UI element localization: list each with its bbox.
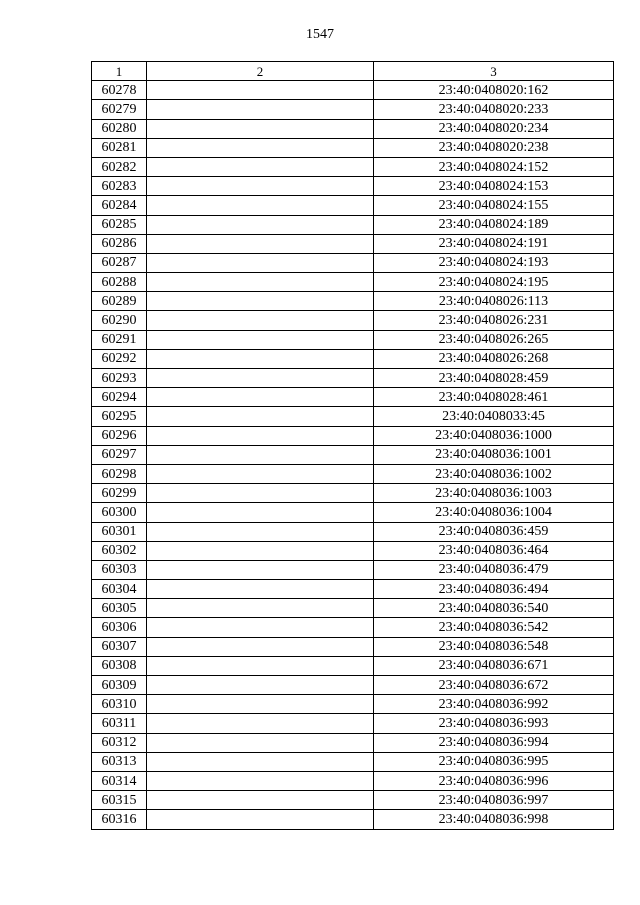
row-number-cell: 60294 bbox=[92, 388, 147, 407]
cadastral-number-cell: 23:40:0408024:195 bbox=[374, 273, 614, 292]
row-empty-cell bbox=[147, 157, 374, 176]
row-number-cell: 60291 bbox=[92, 330, 147, 349]
table-body bbox=[92, 81, 614, 829]
column-header-2: 2 bbox=[147, 62, 374, 81]
row-number-cell: 60279 bbox=[92, 100, 147, 119]
row-empty-cell bbox=[147, 119, 374, 138]
row-empty-cell bbox=[147, 311, 374, 330]
cadastral-number-cell: 23:40:0408036:1000 bbox=[374, 426, 614, 445]
table-row bbox=[92, 157, 614, 176]
table-row bbox=[92, 253, 614, 272]
row-empty-cell bbox=[147, 580, 374, 599]
row-number-cell: 60295 bbox=[92, 407, 147, 426]
row-number-cell: 60316 bbox=[92, 810, 147, 829]
row-empty-cell bbox=[147, 733, 374, 752]
cadastral-number-cell: 23:40:0408024:193 bbox=[374, 253, 614, 272]
row-empty-cell bbox=[147, 618, 374, 637]
cadastral-number-cell: 23:40:0408036:997 bbox=[374, 791, 614, 810]
row-number-cell: 60285 bbox=[92, 215, 147, 234]
cadastral-number-cell: 23:40:0408036:464 bbox=[374, 541, 614, 560]
table-row bbox=[92, 791, 614, 810]
table-row bbox=[92, 676, 614, 695]
row-number-cell: 60308 bbox=[92, 656, 147, 675]
table-row bbox=[92, 177, 614, 196]
cadastral-number-cell: 23:40:0408026:231 bbox=[374, 311, 614, 330]
row-empty-cell bbox=[147, 810, 374, 829]
row-number-cell: 60306 bbox=[92, 618, 147, 637]
cadastral-number-cell: 23:40:0408024:155 bbox=[374, 196, 614, 215]
table-row bbox=[92, 599, 614, 618]
cadastral-number-cell: 23:40:0408020:162 bbox=[374, 81, 614, 100]
column-header-3: 3 bbox=[374, 62, 614, 81]
table-row bbox=[92, 292, 614, 311]
row-number-cell: 60309 bbox=[92, 676, 147, 695]
table-row bbox=[92, 464, 614, 483]
row-number-cell: 60281 bbox=[92, 138, 147, 157]
row-empty-cell bbox=[147, 464, 374, 483]
table-row bbox=[92, 234, 614, 253]
table-header bbox=[92, 62, 614, 81]
row-empty-cell bbox=[147, 445, 374, 464]
row-empty-cell bbox=[147, 253, 374, 272]
table-row bbox=[92, 426, 614, 445]
row-number-cell: 60280 bbox=[92, 119, 147, 138]
row-number-cell: 60299 bbox=[92, 484, 147, 503]
cadastral-number-cell: 23:40:0408028:461 bbox=[374, 388, 614, 407]
row-empty-cell bbox=[147, 177, 374, 196]
row-empty-cell bbox=[147, 273, 374, 292]
cadastral-number-cell: 23:40:0408028:459 bbox=[374, 369, 614, 388]
table-row bbox=[92, 560, 614, 579]
table-row bbox=[92, 273, 614, 292]
row-number-cell: 60282 bbox=[92, 157, 147, 176]
row-number-cell: 60289 bbox=[92, 292, 147, 311]
table-header-row bbox=[92, 62, 614, 81]
row-empty-cell bbox=[147, 330, 374, 349]
cadastral-number-cell: 23:40:0408036:1002 bbox=[374, 464, 614, 483]
cadastral-number-cell: 23:40:0408036:995 bbox=[374, 752, 614, 771]
row-number-cell: 60314 bbox=[92, 771, 147, 790]
row-number-cell: 60315 bbox=[92, 791, 147, 810]
row-number-cell: 60288 bbox=[92, 273, 147, 292]
table-row bbox=[92, 388, 614, 407]
cadastral-number-cell: 23:40:0408036:540 bbox=[374, 599, 614, 618]
row-empty-cell bbox=[147, 215, 374, 234]
row-number-cell: 60286 bbox=[92, 234, 147, 253]
row-number-cell: 60284 bbox=[92, 196, 147, 215]
cadastral-number-cell: 23:40:0408026:268 bbox=[374, 349, 614, 368]
row-empty-cell bbox=[147, 541, 374, 560]
table-row bbox=[92, 196, 614, 215]
table-row bbox=[92, 81, 614, 100]
row-number-cell: 60312 bbox=[92, 733, 147, 752]
row-empty-cell bbox=[147, 138, 374, 157]
cadastral-number-cell: 23:40:0408026:265 bbox=[374, 330, 614, 349]
cadastral-number-cell: 23:40:0408036:993 bbox=[374, 714, 614, 733]
row-number-cell: 60301 bbox=[92, 522, 147, 541]
cadastral-number-cell: 23:40:0408036:479 bbox=[374, 560, 614, 579]
cadastral-number-cell: 23:40:0408024:152 bbox=[374, 157, 614, 176]
cadastral-number-cell: 23:40:0408036:671 bbox=[374, 656, 614, 675]
table-row bbox=[92, 503, 614, 522]
table-row bbox=[92, 733, 614, 752]
table-row bbox=[92, 215, 614, 234]
row-number-cell: 60300 bbox=[92, 503, 147, 522]
cadastral-number-cell: 23:40:0408026:113 bbox=[374, 292, 614, 311]
row-number-cell: 60307 bbox=[92, 637, 147, 656]
table-row bbox=[92, 771, 614, 790]
table-row bbox=[92, 119, 614, 138]
row-number-cell: 60293 bbox=[92, 369, 147, 388]
cadastral-number-cell: 23:40:0408024:153 bbox=[374, 177, 614, 196]
row-empty-cell bbox=[147, 196, 374, 215]
table-row bbox=[92, 100, 614, 119]
table-row bbox=[92, 637, 614, 656]
cadastral-number-cell: 23:40:0408036:672 bbox=[374, 676, 614, 695]
table-row bbox=[92, 656, 614, 675]
row-empty-cell bbox=[147, 676, 374, 695]
row-number-cell: 60297 bbox=[92, 445, 147, 464]
row-number-cell: 60310 bbox=[92, 695, 147, 714]
row-number-cell: 60302 bbox=[92, 541, 147, 560]
table-row bbox=[92, 752, 614, 771]
cadastral-number-cell: 23:40:0408036:1003 bbox=[374, 484, 614, 503]
cadastral-number-cell: 23:40:0408036:994 bbox=[374, 733, 614, 752]
row-number-cell: 60313 bbox=[92, 752, 147, 771]
table-row bbox=[92, 541, 614, 560]
table-row bbox=[92, 522, 614, 541]
row-empty-cell bbox=[147, 752, 374, 771]
row-empty-cell bbox=[147, 388, 374, 407]
row-empty-cell bbox=[147, 349, 374, 368]
cadastral-number-cell: 23:40:0408020:238 bbox=[374, 138, 614, 157]
row-number-cell: 60287 bbox=[92, 253, 147, 272]
row-number-cell: 60292 bbox=[92, 349, 147, 368]
row-empty-cell bbox=[147, 771, 374, 790]
row-empty-cell bbox=[147, 560, 374, 579]
table-row bbox=[92, 714, 614, 733]
cadastral-number-cell: 23:40:0408020:234 bbox=[374, 119, 614, 138]
row-empty-cell bbox=[147, 81, 374, 100]
row-number-cell: 60298 bbox=[92, 464, 147, 483]
row-empty-cell bbox=[147, 656, 374, 675]
row-empty-cell bbox=[147, 234, 374, 253]
row-empty-cell bbox=[147, 100, 374, 119]
row-empty-cell bbox=[147, 426, 374, 445]
cadastral-number-cell: 23:40:0408036:992 bbox=[374, 695, 614, 714]
table-row bbox=[92, 330, 614, 349]
cadastral-number-cell: 23:40:0408036:1004 bbox=[374, 503, 614, 522]
table-row bbox=[92, 580, 614, 599]
row-empty-cell bbox=[147, 292, 374, 311]
cadastral-number-cell: 23:40:0408036:548 bbox=[374, 637, 614, 656]
table-row bbox=[92, 349, 614, 368]
row-empty-cell bbox=[147, 484, 374, 503]
row-empty-cell bbox=[147, 407, 374, 426]
table-row bbox=[92, 618, 614, 637]
table-row bbox=[92, 369, 614, 388]
row-number-cell: 60304 bbox=[92, 580, 147, 599]
row-empty-cell bbox=[147, 503, 374, 522]
table-row bbox=[92, 138, 614, 157]
row-empty-cell bbox=[147, 695, 374, 714]
row-number-cell: 60278 bbox=[92, 81, 147, 100]
table-row bbox=[92, 695, 614, 714]
row-number-cell: 60296 bbox=[92, 426, 147, 445]
cadastral-number-cell: 23:40:0408033:45 bbox=[374, 407, 614, 426]
row-number-cell: 60305 bbox=[92, 599, 147, 618]
row-empty-cell bbox=[147, 369, 374, 388]
cadastral-number-cell: 23:40:0408024:189 bbox=[374, 215, 614, 234]
cadastral-number-cell: 23:40:0408036:998 bbox=[374, 810, 614, 829]
table-row bbox=[92, 311, 614, 330]
row-number-cell: 60283 bbox=[92, 177, 147, 196]
table-row bbox=[92, 407, 614, 426]
cadastral-number-cell: 23:40:0408036:542 bbox=[374, 618, 614, 637]
page-number: 1547 bbox=[306, 27, 334, 42]
column-header-1: 1 bbox=[92, 62, 147, 81]
row-empty-cell bbox=[147, 599, 374, 618]
cadastral-number-cell: 23:40:0408036:494 bbox=[374, 580, 614, 599]
cadastral-number-cell: 23:40:0408036:459 bbox=[374, 522, 614, 541]
table-row bbox=[92, 445, 614, 464]
row-number-cell: 60303 bbox=[92, 560, 147, 579]
table-row bbox=[92, 484, 614, 503]
row-number-cell: 60311 bbox=[92, 714, 147, 733]
row-empty-cell bbox=[147, 522, 374, 541]
cadastral-number-cell: 23:40:0408036:996 bbox=[374, 771, 614, 790]
cadastral-number-cell: 23:40:0408020:233 bbox=[374, 100, 614, 119]
table-row bbox=[92, 810, 614, 829]
row-empty-cell bbox=[147, 714, 374, 733]
row-number-cell: 60290 bbox=[92, 311, 147, 330]
row-empty-cell bbox=[147, 791, 374, 810]
cadastral-number-cell: 23:40:0408036:1001 bbox=[374, 445, 614, 464]
row-empty-cell bbox=[147, 637, 374, 656]
registry-table bbox=[91, 61, 614, 830]
cadastral-number-cell: 23:40:0408024:191 bbox=[374, 234, 614, 253]
